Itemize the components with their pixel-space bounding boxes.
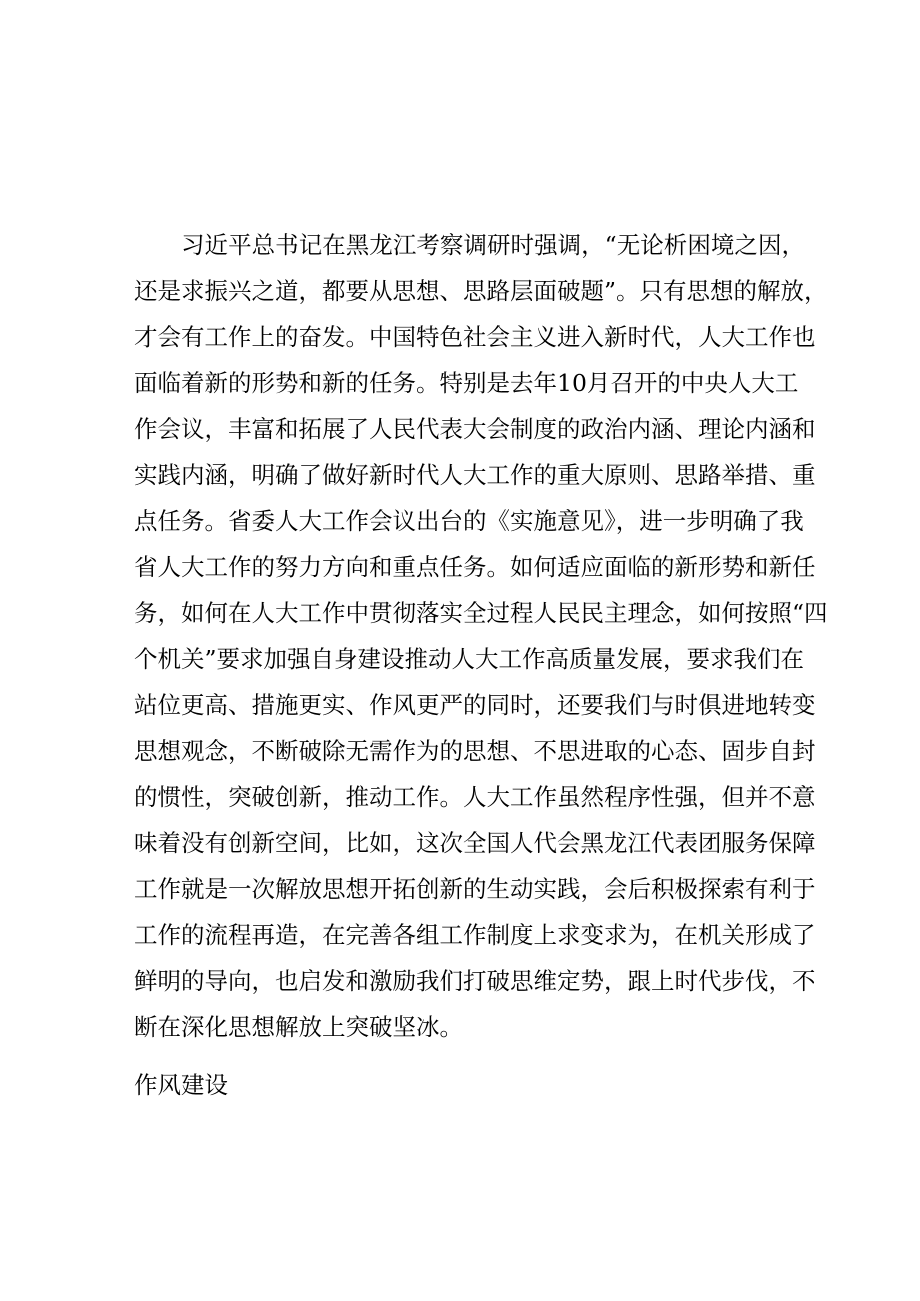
paragraph-line: 站位更高、措施更实、作风更严的同时，还要我们与时俱进地转变 — [134, 691, 816, 719]
paragraph-line: 鲜明的导向，也启发和激励我们打破思维定势，跟上时代步伐，不 — [134, 967, 816, 995]
paragraph-line: 思想观念，不断破除无需作为的思想、不思进取的心态、固步自封 — [134, 737, 816, 765]
paragraph-line: 务，如何在人大工作中贯彻落实全过程人民民主理念，如何按照“四 — [134, 599, 828, 627]
paragraph-line: 点任务。省委人大工作会议出台的《实施意见》，进一步明确了我 — [134, 507, 804, 535]
paragraph-line: 的惯性，突破创新，推动工作。人大工作虽然程序性强，但并不意 — [134, 783, 816, 811]
paragraph-line: 还是求振兴之道，都要从思想、思路层面破题”。只有思想的解放， — [134, 277, 828, 305]
paragraph-line: 工作的流程再造，在完善各组工作制度上求变求为，在机关形成了 — [134, 921, 816, 949]
paragraph-line: 工作就是一次解放思想开拓创新的生动实践，会后积极探索有利于 — [134, 875, 816, 903]
paragraph-line: 味着没有创新空间，比如，这次全国人代会黑龙江代表团服务保障 — [134, 829, 816, 857]
paragraph-line: 实践内涵，明确了做好新时代人大工作的重大原则、思路举措、重 — [134, 461, 816, 489]
paragraph-line: 面临着新的形势和新的任务。特别是去年10月召开的中央人大工 — [134, 369, 799, 397]
paragraph-line: 省人大工作的努力方向和重点任务。如何适应面临的新形势和新任 — [134, 553, 816, 581]
section-heading: 作风建设 — [134, 1071, 228, 1099]
paragraph-line: 才会有工作上的奋发。中国特色社会主义进入新时代，人大工作也 — [134, 323, 816, 351]
paragraph-line: 个机关”要求加强自身建设推动人大工作高质量发展，要求我们在 — [134, 645, 805, 673]
paragraph-line: 断在深化思想解放上突破坚冰。 — [134, 1013, 463, 1041]
paragraph-line: 习近平总书记在黑龙江考察调研时强调，“无论析困境之因， — [181, 231, 805, 259]
paragraph-line: 作会议，丰富和拓展了人民代表大会制度的政治内涵、理论内涵和 — [134, 415, 816, 443]
